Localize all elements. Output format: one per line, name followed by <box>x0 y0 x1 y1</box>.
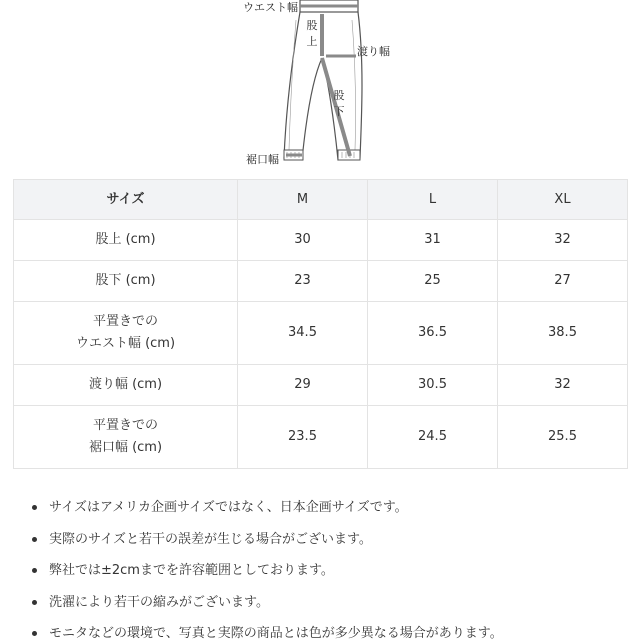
table-header-row <box>14 180 628 220</box>
row-label-line-1: 平置きでの <box>92 314 158 329</box>
list-item <box>24 587 634 619</box>
note-text: 洗濯により若干の縮みがございます。 <box>49 594 269 610</box>
thigh-label: 渡り幅 <box>357 45 390 58</box>
cell-l: 31 <box>368 220 498 261</box>
note-text: 実際のサイズと若干の誤差が生じる場合がございます。 <box>49 531 372 547</box>
table-row-thigh <box>14 365 628 406</box>
rise-label: 股上 <box>306 19 318 48</box>
cell-m: 29 <box>238 365 368 406</box>
cell-xl: 32 <box>498 220 628 261</box>
cell-xl: 38.5 <box>498 302 628 365</box>
cell-m: 30 <box>238 220 368 261</box>
bullet-icon <box>32 505 37 510</box>
notes-list <box>24 492 634 640</box>
row-label: 渡り幅 (cm) <box>14 365 238 406</box>
list-item <box>24 555 634 587</box>
hem-label: 裾口幅 <box>246 153 279 166</box>
cell-m: 23 <box>238 261 368 302</box>
row-label: 股上 (cm) <box>14 220 238 261</box>
cell-xl: 32 <box>498 365 628 406</box>
table-row-hem <box>14 406 628 469</box>
note-text: 弊社では±2cmまでを許容範囲としております。 <box>49 563 334 578</box>
cell-m: 23.5 <box>238 406 368 469</box>
cell-l: 25 <box>368 261 498 302</box>
header-xl: XL <box>498 180 628 220</box>
table-row-rise <box>14 220 628 261</box>
table-row-waist <box>14 302 628 365</box>
cell-l: 24.5 <box>368 406 498 469</box>
row-label-line-2: ウエスト幅 (cm) <box>75 336 176 351</box>
header-l: L <box>368 180 498 220</box>
list-item <box>24 492 634 524</box>
bullet-icon <box>32 568 37 573</box>
bullet-icon <box>32 600 37 605</box>
list-item <box>24 524 634 556</box>
row-label: 股下 (cm) <box>14 261 238 302</box>
inseam-label: 股下 <box>333 89 345 118</box>
header-m: M <box>238 180 368 220</box>
row-label-line-2: 裾口幅 (cm) <box>88 440 163 455</box>
cell-xl: 27 <box>498 261 628 302</box>
row-label-line-1: 平置きでの <box>92 418 158 433</box>
size-chart-table <box>13 179 628 469</box>
bullet-icon <box>32 537 37 542</box>
table-row-inseam <box>14 261 628 302</box>
header-size: サイズ <box>14 180 238 220</box>
waist-label: ウエスト幅 <box>243 1 298 14</box>
cell-m: 34.5 <box>238 302 368 365</box>
pants-outline-illustration <box>0 0 640 172</box>
row-label <box>14 406 238 469</box>
pants-measurement-diagram <box>0 0 640 172</box>
note-text: サイズはアメリカ企画サイズではなく、日本企画サイズです。 <box>49 500 408 515</box>
note-text: モニタなどの環境で、写真と実際の商品とは色が多少異なる場合があります。 <box>49 626 503 640</box>
row-label <box>14 302 238 365</box>
cell-xl: 25.5 <box>498 406 628 469</box>
list-item <box>24 618 634 640</box>
cell-l: 30.5 <box>368 365 498 406</box>
cell-l: 36.5 <box>368 302 498 365</box>
bullet-icon <box>32 631 37 636</box>
